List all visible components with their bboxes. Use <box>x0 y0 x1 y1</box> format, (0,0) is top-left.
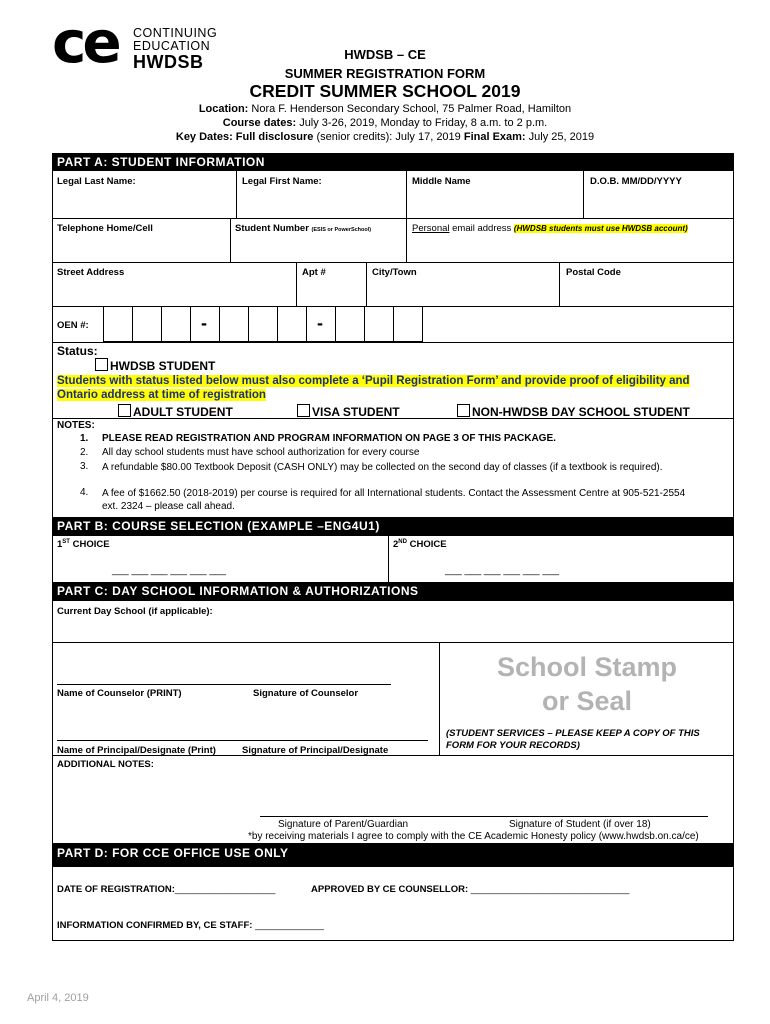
oen-digit-box[interactable] <box>161 306 191 342</box>
full-disclosure-label: Full disclosure <box>235 131 314 143</box>
header-line1: HWDSB – CE <box>344 47 426 62</box>
note-2-num: 2. <box>80 447 89 458</box>
city-field[interactable]: City/Town <box>372 267 417 278</box>
oen-digit-box[interactable] <box>219 306 249 342</box>
hwdsb-student-checkbox[interactable] <box>95 358 108 371</box>
oen-dash: - <box>201 313 207 333</box>
first-choice-num: 1 <box>57 539 63 551</box>
status-adult-option[interactable] <box>118 404 233 419</box>
logo-line-hwdsb: HWDSB <box>133 52 204 72</box>
part-a-header: PART A: STUDENT INFORMATION <box>52 153 734 171</box>
date-of-registration-label: DATE OF REGISTRATION: <box>57 884 175 895</box>
note-4-num: 4. <box>80 487 89 498</box>
counselor-signature-label: Signature of Counselor <box>253 688 359 699</box>
part-c-header: PART C: DAY SCHOOL INFORMATION & AUTHORIZATIONS <box>52 582 734 601</box>
parent-student-signature-line <box>260 816 708 817</box>
counselor-signature-line <box>57 684 391 685</box>
status-visa-option[interactable] <box>297 404 400 419</box>
footer-date: April 4, 2019 <box>27 992 89 1004</box>
non-hwdsb-label: NON-HWDSB DAY SCHOOL STUDENT <box>472 405 690 419</box>
visa-student-checkbox[interactable] <box>297 404 310 417</box>
header-line2: SUMMER REGISTRATION FORM <box>284 66 486 81</box>
approved-by-label: APPROVED BY CE COUNSELLOR: <box>311 884 469 895</box>
principal-signature-label: Signature of Principal/Designate <box>242 745 389 756</box>
second-choice-num: 2 <box>393 539 399 551</box>
telephone-field[interactable]: Telephone Home/Cell <box>57 223 153 234</box>
status-notice-text: Students with status listed below must also complete a ‘Pupil Registration Form’ and provide proof of eligibility and Ontario address at time of registration <box>57 375 690 401</box>
first-choice-blank[interactable]: ___ ___ ___ ___ ___ ___ <box>112 565 226 576</box>
first-choice-word: CHOICE <box>72 539 110 551</box>
apt-field[interactable]: Apt # <box>302 267 326 278</box>
second-choice-label <box>393 539 447 550</box>
col-divider <box>406 171 407 218</box>
oen-dash: - <box>317 313 323 333</box>
row-divider <box>52 218 734 219</box>
page-title: CREDIT SUMMER SCHOOL 2019 <box>249 81 521 101</box>
note-2-text: All day school students must have school authorization for every course <box>102 447 420 458</box>
part-b-header: PART B: COURSE SELECTION (EXAMPLE –ENG4U1) <box>52 517 734 536</box>
status-notice <box>57 374 733 402</box>
approved-by-blank[interactable]: ______________________________ <box>470 884 630 895</box>
hwdsb-student-label: HWDSB STUDENT <box>110 359 216 373</box>
email-personal-label: Personal <box>412 223 450 234</box>
oen-separator-box <box>306 306 336 342</box>
oen-digit-box[interactable] <box>393 306 423 342</box>
dates-line <box>0 117 770 129</box>
info-confirmed-blank[interactable]: _____________ <box>255 920 324 931</box>
note-4-text: A fee of $1662.50 (2018-2019) per course is required for all International students. Contact the Assessment Centre at 905-521-2554 ext. 2324 – please call ahead. <box>102 488 686 512</box>
logo-line-education: EDUCATION <box>133 39 211 53</box>
oen-boxes[interactable] <box>103 306 423 342</box>
dates-value: July 3-26, 2019, Monday to Friday, 8 a.m. to 2 p.m. <box>299 117 548 129</box>
first-choice-label <box>57 539 110 550</box>
key-dates-label: Key Dates: <box>175 131 233 143</box>
non-hwdsb-checkbox[interactable] <box>457 404 470 417</box>
second-choice-sup: ND <box>398 539 407 545</box>
adult-student-label: ADULT STUDENT <box>133 405 233 419</box>
row-divider <box>52 642 734 643</box>
note-3-text: A refundable $80.00 Textbook Deposit (CASH ONLY) may be collected on the second day of classes (if a textbook is required). <box>102 462 663 473</box>
second-choice-word: CHOICE <box>409 539 447 551</box>
note-3-num: 3. <box>80 461 89 472</box>
oen-separator-box <box>190 306 220 342</box>
legal-last-name-field[interactable]: Legal Last Name: <box>57 176 136 187</box>
email-note: (HWDSB students must use HWDSB account) <box>513 224 688 233</box>
location-line <box>0 103 770 115</box>
col-divider <box>230 218 231 262</box>
status-hwdsb-option[interactable] <box>95 358 215 373</box>
oen-digit-box[interactable] <box>103 306 133 342</box>
oen-digit-box[interactable] <box>335 306 365 342</box>
final-exam-label: Final Exam: <box>463 131 526 143</box>
student-number-field[interactable] <box>235 223 371 234</box>
counselor-name-label: Name of Counselor (PRINT) <box>57 688 182 699</box>
email-field[interactable] <box>412 223 688 234</box>
logo-line-continuing: CONTINUING <box>133 26 218 40</box>
col-divider <box>406 218 407 262</box>
date-of-registration-blank[interactable]: ___________________ <box>174 884 276 895</box>
full-disclosure-value: (senior credits): July 17, 2019 <box>316 131 461 143</box>
ce-logo-letters: ce <box>52 8 118 76</box>
part-d-header: PART D: FOR CCE OFFICE USE ONLY <box>52 843 734 866</box>
row-divider <box>52 262 734 263</box>
adult-student-checkbox[interactable] <box>118 404 131 417</box>
oen-digit-box[interactable] <box>248 306 278 342</box>
current-day-school-field[interactable]: Current Day School (if applicable): <box>57 606 213 617</box>
additional-notes-field[interactable]: ADDITIONAL NOTES: <box>57 759 154 770</box>
col-divider <box>236 171 237 218</box>
dob-field[interactable]: D.O.B. MM/DD/YYYY <box>590 176 682 187</box>
principal-name-label: Name of Principal/Designate (Print) <box>57 745 216 756</box>
principal-signature-line <box>57 740 428 741</box>
student-signature-label: Signature of Student (if over 18) <box>509 819 651 830</box>
row-divider <box>52 342 734 343</box>
row-divider <box>52 418 734 419</box>
col-divider <box>559 262 560 306</box>
email-rest-label: email address <box>452 223 512 234</box>
street-address-field[interactable]: Street Address <box>57 267 125 278</box>
info-confirmed-label: INFORMATION CONFIRMED BY, CE STAFF: <box>57 920 253 931</box>
honesty-statement: *by receiving materials I agree to comply with the CE Academic Honesty policy (www.hwdsb.on.ca/ce) <box>248 831 699 842</box>
oen-label: OEN #: <box>57 320 89 331</box>
stamp-line2: or Seal <box>541 686 633 716</box>
oen-digit-box[interactable] <box>277 306 307 342</box>
second-choice-blank[interactable]: ___ ___ ___ ___ ___ ___ <box>445 565 559 576</box>
middle-name-field[interactable]: Middle Name <box>412 176 471 187</box>
oen-digit-box[interactable] <box>132 306 162 342</box>
approved-by-counsellor[interactable] <box>311 884 629 895</box>
notes-label: NOTES: <box>57 420 95 431</box>
visa-student-label: VISA STUDENT <box>312 405 400 419</box>
student-services-note: (STUDENT SERVICES – PLEASE KEEP A COPY OF THIS FORM FOR YOUR RECORDS) <box>446 728 700 751</box>
row-divider <box>52 755 734 756</box>
first-choice-sup: ST <box>62 539 70 545</box>
status-non-hwdsb-option[interactable] <box>457 404 690 419</box>
stamp-line1: School Stamp <box>496 652 678 682</box>
info-confirmed-by[interactable] <box>57 920 324 931</box>
note-1-num: 1. <box>80 433 89 444</box>
key-dates-line <box>0 131 770 143</box>
location-value: Nora F. Henderson Secondary School, 75 Palmer Road, Hamilton <box>251 103 572 115</box>
note-1-text: PLEASE READ REGISTRATION AND PROGRAM INFORMATION ON PAGE 3 OF THIS PACKAGE. <box>102 433 556 444</box>
col-divider <box>388 536 389 582</box>
parent-signature-label: Signature of Parent/Guardian <box>278 819 409 830</box>
location-label: Location: <box>198 103 249 115</box>
postal-code-field[interactable]: Postal Code <box>566 267 621 278</box>
col-divider <box>296 262 297 306</box>
dates-label: Course dates: <box>222 117 297 129</box>
final-exam-value: July 25, 2019 <box>528 131 595 143</box>
oen-digit-box[interactable] <box>364 306 394 342</box>
status-label: Status: <box>57 344 98 358</box>
legal-first-name-field[interactable]: Legal First Name: <box>242 176 322 187</box>
date-of-registration[interactable] <box>57 884 275 895</box>
col-divider <box>366 262 367 306</box>
col-divider <box>583 171 584 218</box>
student-number-hint: (ESIS or PowerSchool) <box>311 227 372 233</box>
student-number-label: Student Number <box>235 223 309 234</box>
